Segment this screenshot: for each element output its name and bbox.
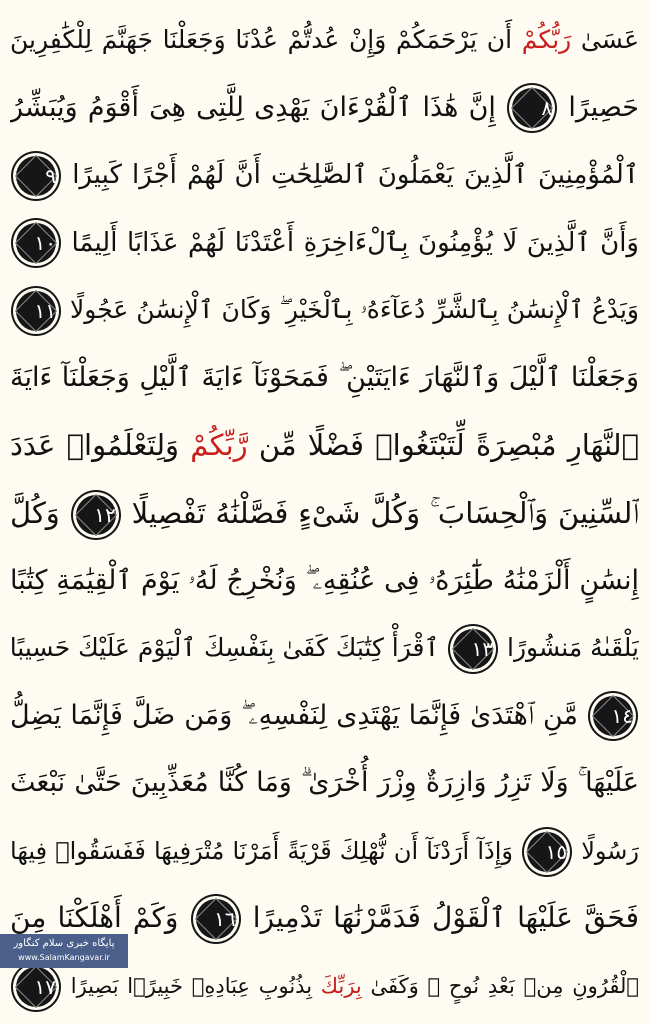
verse-line [10, 551, 639, 611]
verse-text: وَإِذَآ أَرَدْنَآ أَن نُّهْلِكَ قَرْيَةً أَمَرْنَا مُتْرَفِيهَا فَفَسَقُوا۟ فِيهَا [10, 836, 522, 865]
verse-lines [10, 10, 639, 1016]
ayah-number-marker [16, 156, 56, 196]
verse-text: مَّنِ ٱهْتَدَىٰ فَإِنَّمَا يَهْتَدِى لِنَفْسِهِۦ ۖ وَمَن ضَلَّ فَإِنَّمَا يَضِلُّ [10, 699, 587, 731]
ayah-number: ١٦ [214, 907, 236, 932]
ayah-number-marker [196, 899, 236, 939]
verse-line [10, 821, 639, 881]
verse-text: إِنسَٰنٍ أَلْزَمْنَٰهُ طَٰٓئِرَهُۥ فِى عُنُقِهِۦ ۖ وَنُخْرِجُ لَهُۥ يَوْمَ ٱلْقِيَٰمَةِ كِتَٰبًا [10, 564, 639, 596]
verse-text: رَسُولًا [573, 836, 639, 865]
watermark-name: پایگاه خبری سلام کنگاور [13, 938, 115, 949]
ayah-number-marker [512, 88, 552, 128]
ayah-number-marker [16, 291, 56, 331]
verse-line [10, 753, 639, 813]
ayah-number: ١٤ [611, 704, 633, 729]
verse-text: عَسَىٰ [571, 25, 639, 54]
highlighted-word: بِرَبِّكَ [320, 973, 362, 998]
verse-line [10, 618, 639, 678]
ayah-number-marker [16, 223, 56, 263]
verse-text: وَجَعَلْنَا ٱلَّيْلَ وَٱلنَّهَارَ ءَايَتَيْنِ ۖ فَمَحَوْنَآ ءَايَةَ ٱلَّيْلِ وَجَعَلْنَآ ءَايَةَ [10, 361, 639, 393]
ayah-number: ١٧ [34, 974, 56, 999]
verse-text: ٱلنَّهَارِ مُبْصِرَةً لِّتَبْتَغُوا۟ فَضْلًا مِّن [247, 428, 639, 463]
verse-line [10, 78, 639, 138]
verse-text: وَأَنَّ ٱلَّذِينَ لَا يُؤْمِنُونَ بِٱلْءَاخِرَةِ أَعْتَدْنَا لَهُمْ عَذَابًا أَلِيمًا [62, 227, 639, 258]
verse-line [10, 280, 639, 340]
verse-line [10, 10, 639, 70]
verse-text: وَكُلَّ [10, 495, 70, 530]
ayah-number-marker [593, 696, 633, 736]
ayah-number: ١٢ [94, 502, 116, 527]
ayah-number: ٩ [45, 163, 56, 188]
site-watermark [0, 934, 128, 968]
verse-text: ٱلْقُرُونِ مِنۢ بَعْدِ نُوحٍ ۗ وَكَفَىٰ [361, 973, 639, 998]
watermark-url: www.SalamKangavar.ir [18, 953, 110, 962]
verse-line [10, 483, 639, 543]
ayah-number-marker [16, 967, 56, 1007]
verse-text: أَن يَرْحَمَكُمْ وَإِنْ عُدتُّمْ عُدْنَا وَجَعَلْنَا جَهَنَّمَ لِلْكَٰفِرِينَ [10, 25, 522, 54]
verse-line [10, 415, 639, 475]
ayah-number: ١٠ [34, 231, 56, 256]
verse-text: بِذُنُوبِ عِبَادِهِۦ خَبِيرًۢا بَصِيرًا [62, 973, 321, 998]
verse-text: يَلْقَىٰهُ مَنشُورًا [499, 633, 639, 663]
verse-text: وَكَمْ أَهْلَكْنَا مِنَ [10, 901, 190, 935]
verse-line [10, 348, 639, 408]
verse-text: ٱقْرَأْ كِتَٰبَكَ كَفَىٰ بِنَفْسِكَ ٱلْيَوْمَ عَلَيْكَ حَسِيبًا [10, 633, 448, 663]
ayah-number: ١١ [34, 299, 56, 324]
highlighted-word: رَّبِّكُمْ [190, 428, 248, 463]
ayah-number-marker [76, 495, 116, 535]
verse-line [10, 145, 639, 205]
verse-text: ٱلْمُؤْمِنِينَ ٱلَّذِينَ يَعْمَلُونَ ٱلصَّٰلِحَٰتِ أَنَّ لَهُمْ أَجْرًا كَبِيرًا [62, 160, 639, 191]
verse-text: وَلِتَعْلَمُوا۟ عَدَدَ [10, 428, 191, 463]
verse-text: وَيَدْعُ ٱلْإِنسَٰنُ بِٱلشَّرِّ دُعَآءَهُۥ بِٱلْخَيْرِ ۖ وَكَانَ ٱلْإِنسَٰنُ عَجُولًا [62, 295, 639, 325]
ayah-number-marker [527, 832, 567, 872]
ayah-number: ١٣ [471, 637, 494, 662]
verse-line [10, 213, 639, 273]
ayah-number-marker [453, 629, 493, 669]
verse-text: حَصِيرًا [558, 91, 639, 123]
highlighted-word: رَبُّكُمْ [521, 25, 572, 54]
ayah-number: ١٥ [545, 839, 568, 864]
verse-text: ٱلسِّنِينَ وَٱلْحِسَابَ ۚ وَكُلَّ شَىْءٍ فَصَّلْنَٰهُ تَفْصِيلًا [121, 495, 639, 530]
verse-line [10, 686, 639, 746]
verse-text: فَحَقَّ عَلَيْهَا ٱلْقَوْلُ فَدَمَّرْنَٰهَا تَدْمِيرًا [241, 901, 639, 935]
ayah-number: ٨ [541, 96, 553, 121]
verse-text: إِنَّ هَٰذَا ٱلْقُرْءَانَ يَهْدِى لِلَّتِى هِىَ أَقْوَمُ وَيُبَشِّرُ [10, 91, 507, 123]
verse-text: عَلَيْهَا ۚ وَلَا تَزِرُ وَازِرَةٌ وِزْرَ أُخْرَىٰ ۗ وَمَا كُنَّا مُعَذِّبِينَ حَتَّىٰ نَبْعَثَ [10, 767, 639, 799]
